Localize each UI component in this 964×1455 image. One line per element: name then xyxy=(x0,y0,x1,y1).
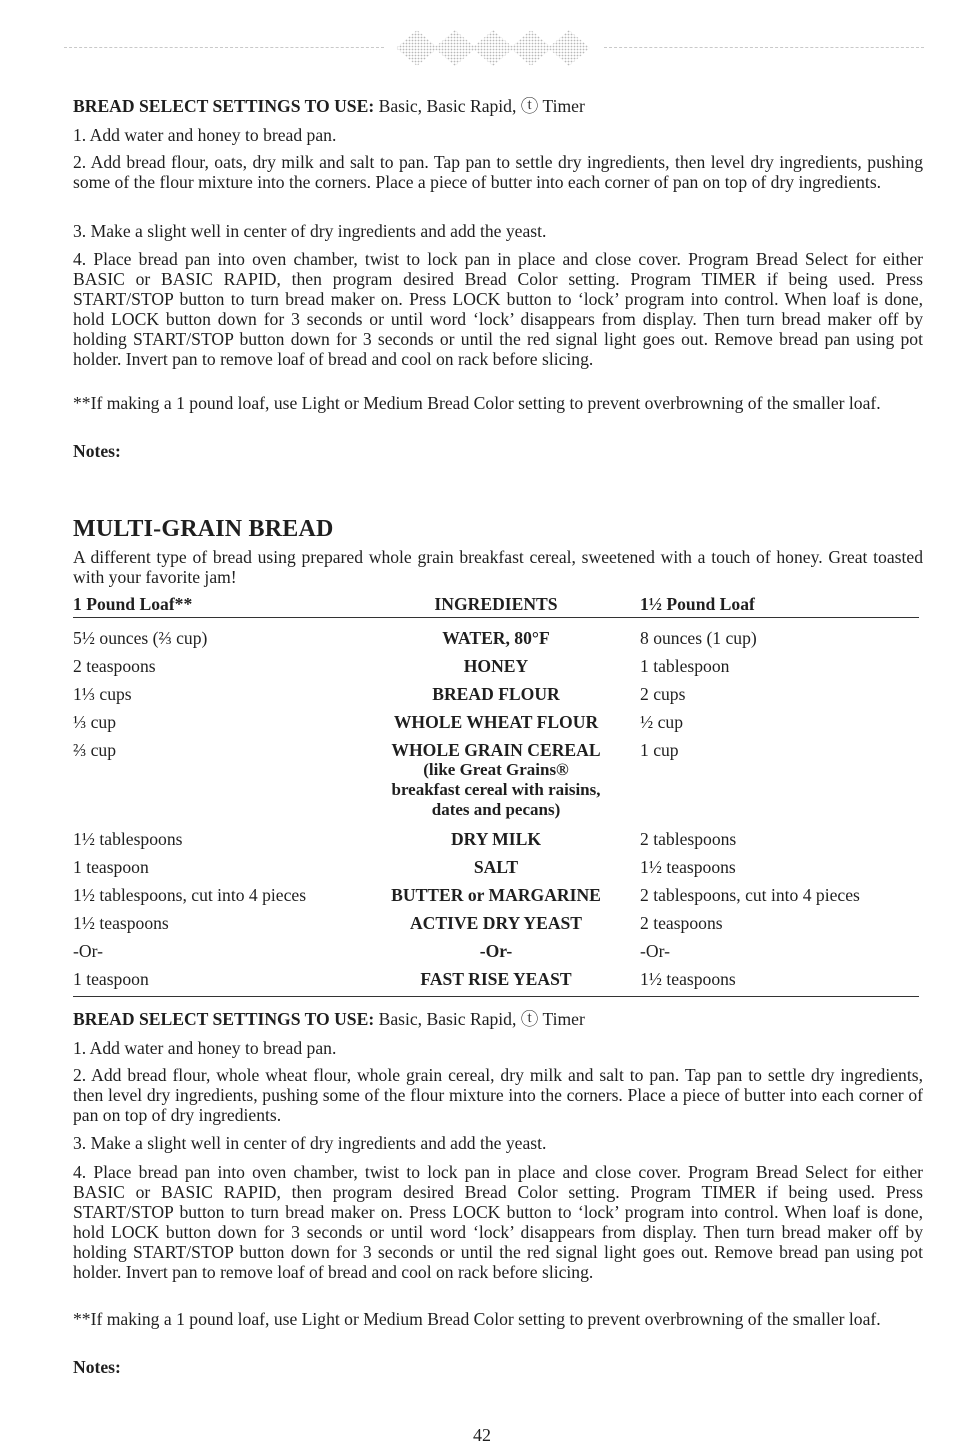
row-5-ingredient xyxy=(360,740,632,820)
upper-step-3: 3. Make a slight well in center of dry ingredients and add the yeast. xyxy=(73,221,547,241)
row-10-ingredient: -Or- xyxy=(479,941,513,961)
row-6-right: 2 tablespoons xyxy=(640,829,737,849)
row-4-left: ⅓ cup xyxy=(73,712,116,732)
header-ingredients: INGREDIENTS xyxy=(434,594,558,614)
lower-step-4: 4. Place bread pan into oven chamber, twist to lock pan in place and close cover. Program Bread Select for either BASIC or BASIC RAPID, then program desired Bread Color setting. Program TIMER if being used. Press START/STOP button to turn bread maker on. Press LOCK button to ‘lock’ program into control. When loaf is done, hold LOCK button down for 3 seconds or until word ‘lock’ disappears from display. Then turn bread maker off by holding START/STOP button down for 3 seconds or until the red signal light goes out. Remove bread pan using pot holder. Invert pan to remove loaf of bread and cool on rack before slicing. xyxy=(73,1162,923,1282)
row-2-left: 2 teaspoons xyxy=(73,656,156,676)
row-1-ingredient: WATER, 80°F xyxy=(442,628,550,648)
row-3-left: 1⅓ cups xyxy=(73,684,132,704)
upper-notes-label: Notes: xyxy=(73,441,121,461)
lower-settings-value: Basic, Basic Rapid, ⓣ Timer xyxy=(374,1009,585,1029)
upper-step-2: 2. Add bread flour, oats, dry milk and salt to pan. Tap pan to settle dry ingredients, then level dry ingredients, pushing some of the flour mixture into the corners. Place a piece of butter into each corner of pan on top of dry ingredients. xyxy=(73,152,923,192)
row-6-ingredient: DRY MILK xyxy=(450,829,542,849)
page-number: 42 xyxy=(473,1425,491,1445)
ornament-rule-left xyxy=(64,47,384,48)
row-8-right: 2 tablespoons, cut into 4 pieces xyxy=(640,885,860,905)
table-bottom-rule xyxy=(73,996,919,997)
row-10-left: -Or- xyxy=(73,941,103,961)
row-7-left: 1 teaspoon xyxy=(73,857,149,877)
row-11-ingredient: FAST RISE YEAST xyxy=(420,969,572,989)
ornament-rule-right xyxy=(604,47,924,48)
row-4-ingredient: WHOLE WHEAT FLOUR xyxy=(393,712,599,732)
recipe-description: A different type of bread using prepared whole grain breakfast cereal, sweetened with a touch of honey. Great toasted with your favorite jam! xyxy=(73,547,923,587)
row-9-right: 2 teaspoons xyxy=(640,913,723,933)
row-9-ingredient: ACTIVE DRY YEAST xyxy=(409,913,583,933)
row-9-left: 1½ teaspoons xyxy=(73,913,169,933)
recipe-title: MULTI-GRAIN BREAD xyxy=(73,516,334,542)
row-3-right: 2 cups xyxy=(640,684,686,704)
row-8-ingredient: BUTTER or MARGARINE xyxy=(391,885,601,905)
row-5-left: ⅔ cup xyxy=(73,740,116,760)
upper-settings-label: BREAD SELECT SETTINGS TO USE: xyxy=(73,96,375,116)
row-8-left: 1½ tablespoons, cut into 4 pieces xyxy=(73,885,307,905)
upper-settings-line xyxy=(73,96,923,116)
row-11-right: 1½ teaspoons xyxy=(640,969,736,989)
lower-step-3: 3. Make a slight well in center of dry ingredients and add the yeast. xyxy=(73,1133,547,1153)
row-1-left: 5½ ounces (⅔ cup) xyxy=(73,628,208,648)
row-2-right: 1 tablespoon xyxy=(640,656,730,676)
upper-step-1: 1. Add water and honey to bread pan. xyxy=(73,125,337,145)
lower-step-1: 1. Add water and honey to bread pan. xyxy=(73,1038,337,1058)
row-1-right: 8 ounces (1 cup) xyxy=(640,628,757,648)
table-top-rule xyxy=(73,617,919,618)
row-6-left: 1½ tablespoons xyxy=(73,829,183,849)
row-10-right: -Or- xyxy=(640,941,670,961)
row-5-ingredient-detail: (like Great Grains® breakfast cereal with raisins, dates and pecans) xyxy=(391,760,601,819)
header-ornament xyxy=(64,30,924,66)
row-11-left: 1 teaspoon xyxy=(73,969,149,989)
header-one-half-pound: 1½ Pound Loaf xyxy=(640,594,755,614)
upper-footnote: **If making a 1 pound loaf, use Light or Medium Bread Color setting to prevent overbrowning of the smaller loaf. xyxy=(73,393,881,413)
lower-settings-line xyxy=(73,1009,923,1029)
row-3-ingredient: BREAD FLOUR xyxy=(432,684,560,704)
upper-settings-value: Basic, Basic Rapid, ⓣ Timer xyxy=(374,96,585,116)
header-one-pound: 1 Pound Loaf** xyxy=(73,594,193,614)
row-4-right: ½ cup xyxy=(640,712,683,732)
lower-step-2: 2. Add bread flour, whole wheat flour, whole grain cereal, dry milk and salt to pan. Tap pan to settle dry ingredients, then level dry ingredients, pushing some of the flour mixture into the corners. Place a piece of butter into each corner of pan on top of dry ingredients. xyxy=(73,1065,923,1125)
row-7-right: 1½ teaspoons xyxy=(640,857,736,877)
lower-settings-label: BREAD SELECT SETTINGS TO USE: xyxy=(73,1009,375,1029)
row-5-ingredient-name: WHOLE GRAIN CEREAL xyxy=(391,740,601,760)
diamond-ornament-icon xyxy=(396,30,592,66)
row-2-ingredient: HONEY xyxy=(463,656,529,676)
upper-step-4: 4. Place bread pan into oven chamber, twist to lock pan in place and close cover. Program Bread Select for either BASIC or BASIC RAPID, then program desired Bread Color setting. Program TIMER if being used. Press START/STOP button to turn bread maker on. Press LOCK button to ‘lock’ program into control. When loaf is done, hold LOCK button down for 3 seconds or until word ‘lock’ disappears from display. Then turn bread maker off by holding START/STOP button down for 3 seconds or until the red signal light goes out. Remove bread pan using pot holder. Invert pan to remove loaf of bread and cool on rack before slicing. xyxy=(73,249,923,369)
lower-footnote: **If making a 1 pound loaf, use Light or Medium Bread Color setting to prevent overbrowning of the smaller loaf. xyxy=(73,1309,881,1329)
row-7-ingredient: SALT xyxy=(473,857,519,877)
lower-notes-label: Notes: xyxy=(73,1357,121,1377)
row-5-right: 1 cup xyxy=(640,740,679,760)
